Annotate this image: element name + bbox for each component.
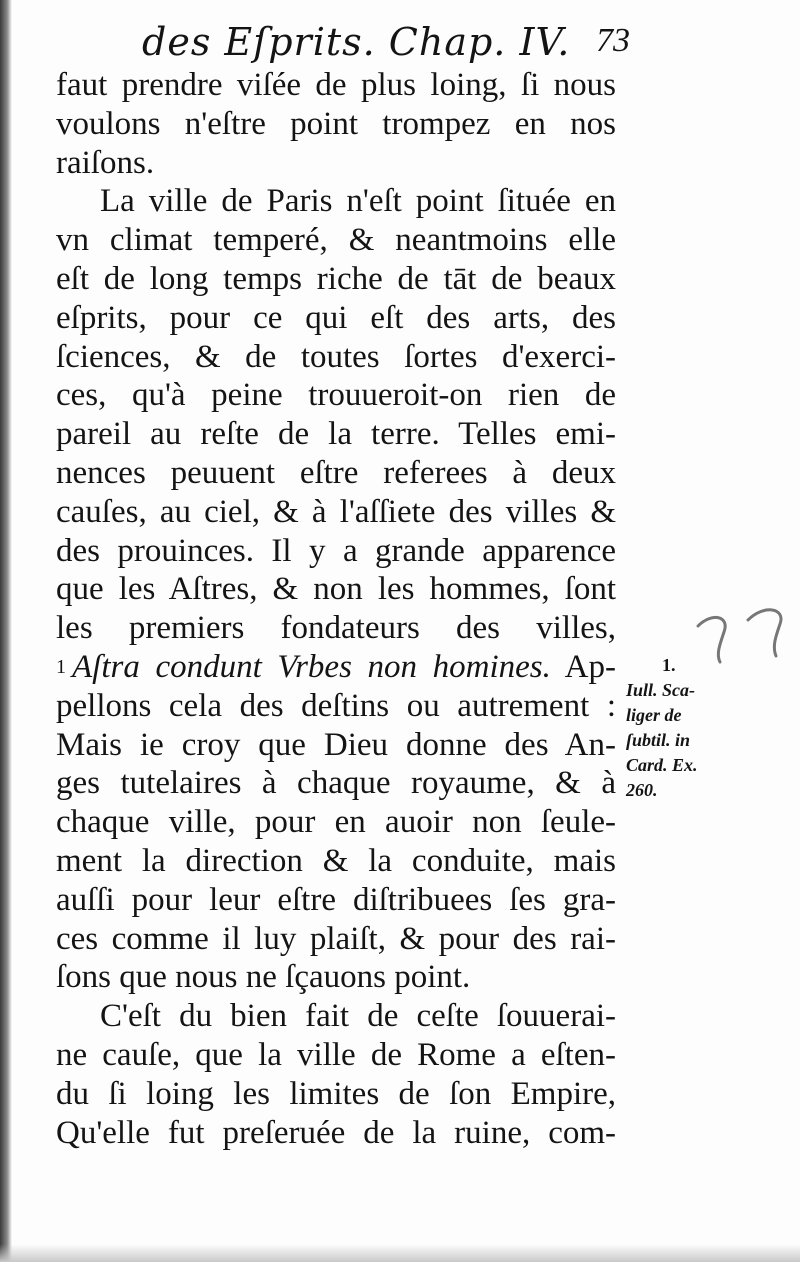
text-line: raiſons.: [56, 144, 155, 181]
text-line: voulons n'eſtre point trompez en nos: [56, 105, 616, 142]
margin-note-line: Card. Ex.: [626, 755, 698, 775]
text-line: Qu'elle fut preſeruée de la ruine, com-: [56, 1114, 616, 1151]
margin-note-line: ſubtil. in: [626, 730, 691, 750]
margin-note-number: 1.: [662, 655, 676, 675]
running-head: des Eſprits. Chap. IV.: [142, 20, 571, 64]
text-line: nences peuuent eſtre referees à deux: [56, 454, 616, 491]
margin-note-line: 260.: [626, 780, 658, 800]
text-line: ges tutelaires à chaque royaume, & à: [56, 765, 616, 802]
text-line: eſt de long temps riche de tāt de beaux: [56, 260, 616, 297]
text-line: les premiers fondateurs des villes,: [56, 610, 616, 647]
text-line: C'eſt du bien fait de ceſte ſouuerai-: [100, 998, 616, 1035]
text-line: cauſes, au ciel, & à l'aſſiete des villes &: [56, 493, 616, 530]
page-gutter-shadow: [0, 0, 12, 1262]
text-line: ſons que nous ne ſçauons point.: [56, 959, 471, 996]
text-line: que les Aſtres, & non les hommes, ſont: [56, 571, 616, 608]
text-line: ſciences, & de toutes ſortes d'exerci-: [56, 338, 616, 375]
text-line: La ville de Paris n'eſt point ſituée en: [100, 183, 616, 220]
text-line-with-quote: [56, 648, 616, 687]
text-line: ces, qu'à peine trouueroit-on rien de: [56, 377, 616, 414]
text-line: pellons cela des deſtins ou autrement :: [56, 687, 616, 724]
text-line: pareil au reſte de la terre. Telles emi-: [56, 416, 616, 453]
text-line: ment la direction & la conduite, mais: [56, 842, 616, 879]
text-line: auſſi pour leur eſtre diſtribuees ſes gra-: [56, 881, 616, 918]
text-line: du ſi loing les limites de ſon Empire,: [56, 1075, 616, 1112]
text-line: Mais ie croy que Dieu donne des An-: [56, 726, 616, 763]
main-text-block: [56, 66, 616, 1152]
quote-continuation: Ap-: [564, 648, 616, 685]
page-number: 73: [596, 22, 630, 59]
margin-note: [626, 653, 751, 803]
latin-quote: Aſtra condunt Vrbes non homines.: [72, 648, 551, 685]
page-header: [60, 18, 630, 70]
margin-note-line: liger de: [626, 705, 682, 725]
text-line: des prouinces. Il y a grande apparence: [56, 532, 616, 569]
text-line: eſprits, pour ce qui eſt des arts, des: [56, 299, 616, 336]
text-line: ne cauſe, que la ville de Rome a eſten-: [56, 1036, 616, 1073]
text-line: vn climat temperé, & neantmoins elle: [56, 222, 616, 259]
text-line: faut prendre viſée de plus loing, ſi nous: [56, 67, 616, 103]
text-line: chaque ville, pour en auoir non ſeule-: [56, 804, 616, 841]
page-bottom-edge: [0, 1244, 800, 1262]
text-line: ces comme il luy plaiſt, & pour des rai-: [56, 920, 616, 957]
footnote-reference: 1: [56, 655, 66, 678]
margin-note-line: Iull. Sca-: [626, 680, 696, 700]
